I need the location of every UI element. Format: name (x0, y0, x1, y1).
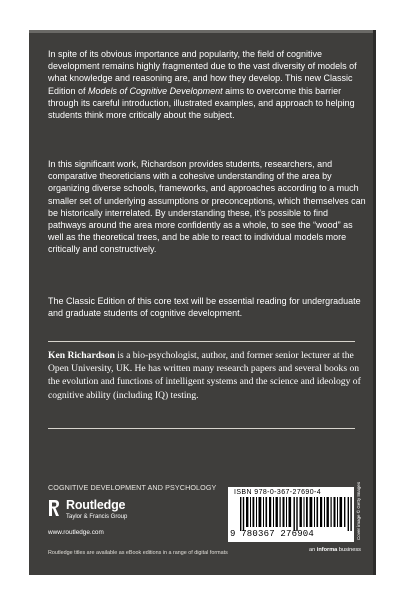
blurb-p1-start: In spite of its obvious importance and popularity, the field of cognitive development remains highly fragmented due to the vast diversity of models of what knowledge and reasoning are, and how they develop. This new Classic Edition of (48, 49, 357, 96)
blurb-paragraph-3: The Classic Edition of this core text will be essential reading for undergraduate and graduate students of cognitive development. (48, 296, 361, 319)
ebook-note: Routledge titles are available as eBook editions in a range of digital formats (48, 550, 228, 556)
publisher-website: www.routledge.com (48, 529, 104, 536)
publisher-name: Routledge (66, 498, 126, 512)
author-bio-text: is a bio-psychologist, author, and former senior lecturer at the Open University, UK. He has written many research papers and several books on the evolution and functions of intelligent systems and the science and ideology of cognitive ability (including IQ) testing. (48, 350, 361, 401)
divider-bottom (48, 428, 355, 429)
cover-image-credit: Cover image © Getty Images (356, 481, 361, 540)
blurb-p1-end: aims to overcome this barrier through its careful introduction, illustrated examples, and approach to helping students think more critically about the subject. (48, 85, 355, 121)
divider-top (48, 341, 355, 342)
blurb-paragraph-1 (48, 48, 366, 121)
blurb-paragraph-2: In this significant work, Richardson provides students, researchers, and comparative theoreticians with a cohesive understanding of the area by organizing diverse schools, frameworks, and approaches according to a much smaller set of underlying assumptions or preconceptions, which themselves can be historically interrelated. By understanding these, it’s possible to find pathways around the area more confidently as a whole, to see the “wood” as well as the theoretical trees, and be able to react to individual models more critically and constructively. (48, 159, 366, 255)
series-name: COGNITIVE DEVELOPMENT AND PSYCHOLOGY (48, 483, 217, 492)
book-title: Models of Cognitive Development (88, 85, 223, 96)
publisher-group: Taylor & Francis Group (66, 514, 128, 520)
isbn-barcode (240, 497, 352, 531)
isbn-label: ISBN 978-0-367-27690-4 (234, 489, 322, 496)
cover-top-edge (29, 30, 376, 33)
informa-prefix: an (309, 547, 317, 553)
informa-brand: informa (316, 547, 338, 553)
informa-business (309, 547, 361, 553)
cover-right-edge (373, 30, 376, 575)
author-name: Ken Richardson (48, 350, 115, 361)
barcode-digits: 9 780367 276904 (230, 529, 315, 539)
author-bio (48, 349, 363, 402)
routledge-logo-icon (48, 499, 60, 517)
informa-suffix: business (337, 547, 361, 553)
